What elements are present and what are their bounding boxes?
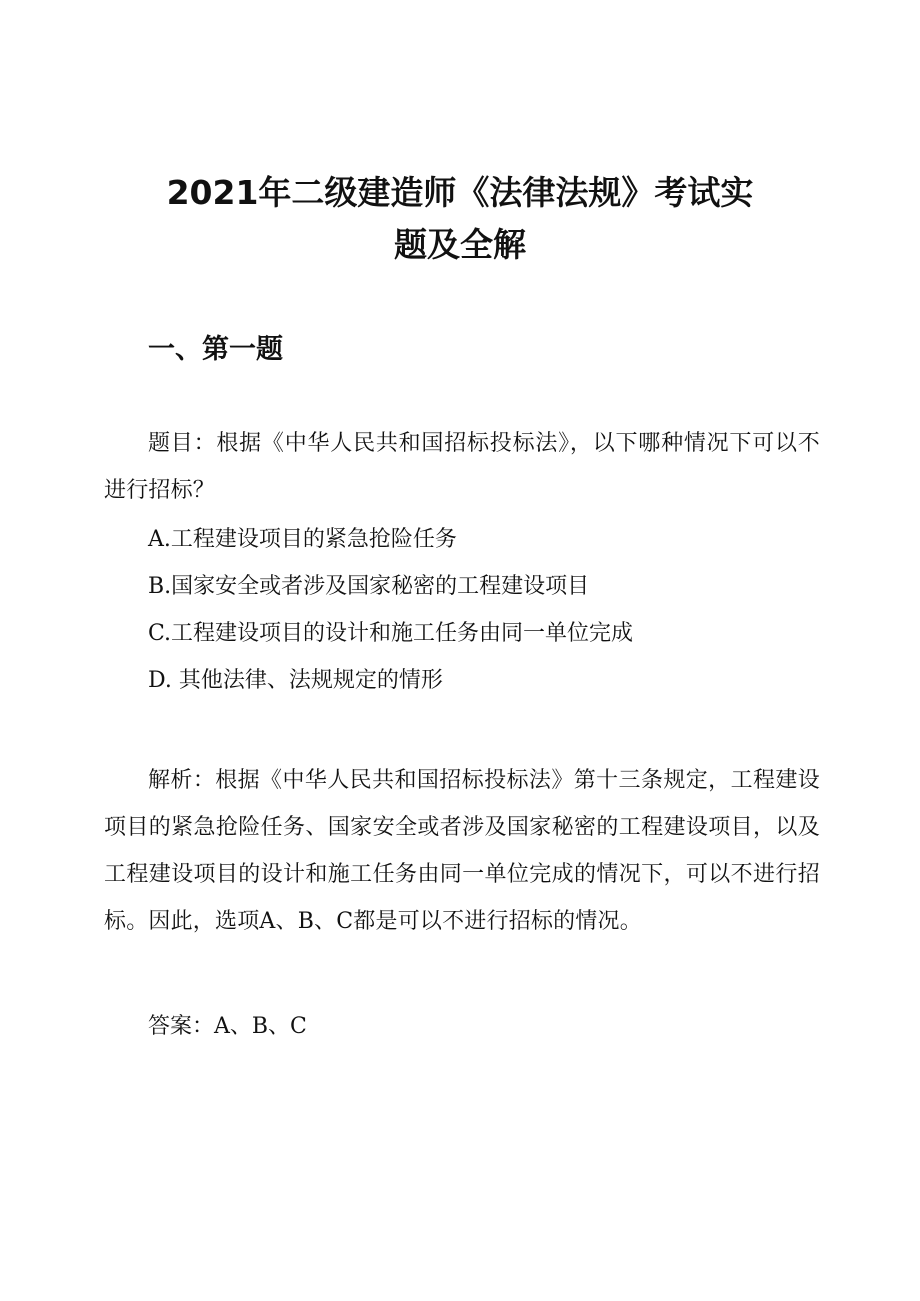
option-b: B.国家安全或者涉及国家秘密的工程建设项目 xyxy=(148,574,590,599)
analysis-text: 解析：根据《中华人民共和国招标投标法》第十三条规定，工程建设项目的紧急抢险任务、国家安全或者涉及国家秘密的工程建设项目，以及工程建设项目的设计和施工任务由同一单位完成的情况下，可以不进行招标。因此，选项A、B、C都是可以不进行招标的情况。 xyxy=(104,768,820,934)
option-c: C.工程建设项目的设计和施工任务由同一单位完成 xyxy=(148,621,634,646)
answer-text: 答案：A、B、C xyxy=(148,1014,307,1039)
option-d: D. 其他法律、法规规定的情形 xyxy=(148,668,443,693)
document-title-line-2: 题及全解 xyxy=(394,225,526,264)
section-heading: 一、第一题 xyxy=(148,334,283,365)
document-title-line-1: 2021年二级建造师《法律法规》考试实 xyxy=(166,173,754,212)
option-a: A.工程建设项目的紧急抢险任务 xyxy=(148,527,457,552)
question-text: 题目：根据《中华人民共和国招标投标法》，以下哪种情况下可以不进行招标？ xyxy=(104,431,820,503)
